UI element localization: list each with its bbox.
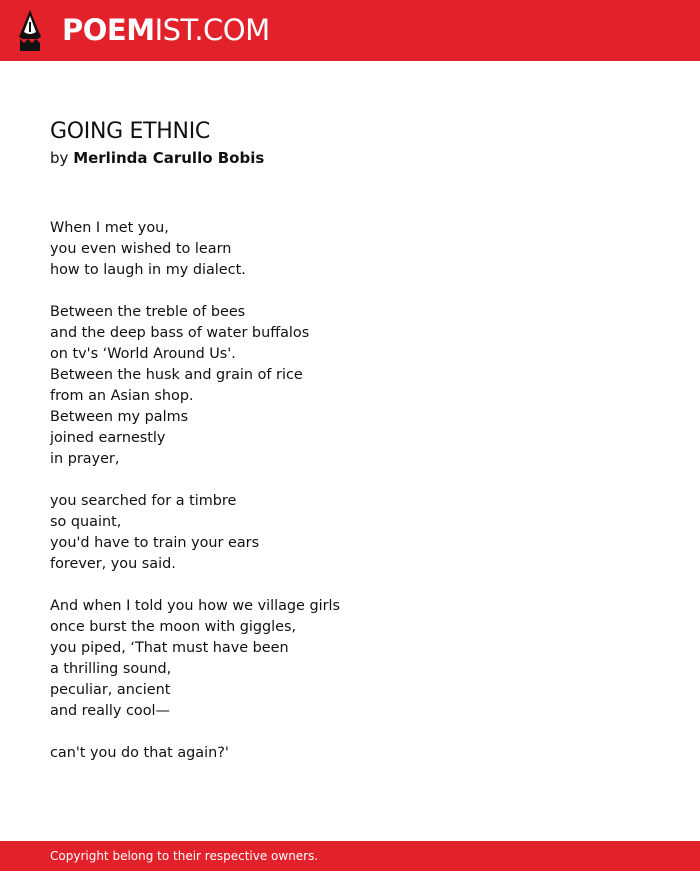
- poem-line: Between the husk and grain of rice: [50, 367, 303, 383]
- poem-stanza: [50, 491, 650, 575]
- poem-line: how to laugh in my dialect.: [50, 262, 246, 278]
- site-header: [0, 0, 700, 61]
- poem-line: joined earnestly: [50, 430, 166, 446]
- poem-line: on tv's ‘World Around Us'.: [50, 346, 236, 362]
- poem-line: a thrilling sound,: [50, 661, 172, 677]
- poem-line: from an Asian shop.: [50, 388, 194, 404]
- site-logo[interactable]: [62, 12, 270, 48]
- logo-light-text: IST.COM: [154, 13, 270, 47]
- poem-line: and really cool—: [50, 703, 170, 719]
- poem-line: once burst the moon with giggles,: [50, 619, 297, 635]
- poem-line: so quaint,: [50, 514, 122, 530]
- poem-stanza: [50, 218, 650, 281]
- poem-line: in prayer,: [50, 451, 120, 467]
- poem-line: Between the treble of bees: [50, 304, 246, 320]
- logo-bold-text: POEM: [62, 13, 155, 47]
- poem-body: [50, 218, 650, 785]
- poem-line: When I met you,: [50, 220, 169, 236]
- poem-title: GOING ETHNIC: [50, 119, 210, 144]
- pen-nib-icon[interactable]: [17, 10, 43, 51]
- poem-line: you'd have to train your ears: [50, 535, 260, 551]
- poem-stanza: [50, 743, 650, 764]
- poem-author: Merlinda Carullo Bobis: [73, 149, 265, 167]
- byline-prefix: by: [50, 149, 69, 167]
- poem-line: and the deep bass of water buffalos: [50, 325, 310, 341]
- poem-stanza: [50, 596, 650, 722]
- poem-line: can't you do that again?': [50, 745, 229, 761]
- poem-line: Between my palms: [50, 409, 189, 425]
- site-footer: [0, 841, 700, 871]
- poem-line: you even wished to learn: [50, 241, 232, 257]
- poem-line: you searched for a timbre: [50, 493, 237, 509]
- poem-line: peculiar, ancient: [50, 682, 171, 698]
- poem-line: you piped, ‘That must have been: [50, 640, 289, 656]
- poem-line: And when I told you how we village girls: [50, 598, 341, 614]
- footer-copyright: Copyright belong to their respective owners.: [50, 849, 319, 863]
- poem-byline: [50, 148, 264, 169]
- poem-line: forever, you said.: [50, 556, 176, 572]
- poem-stanza: [50, 302, 650, 470]
